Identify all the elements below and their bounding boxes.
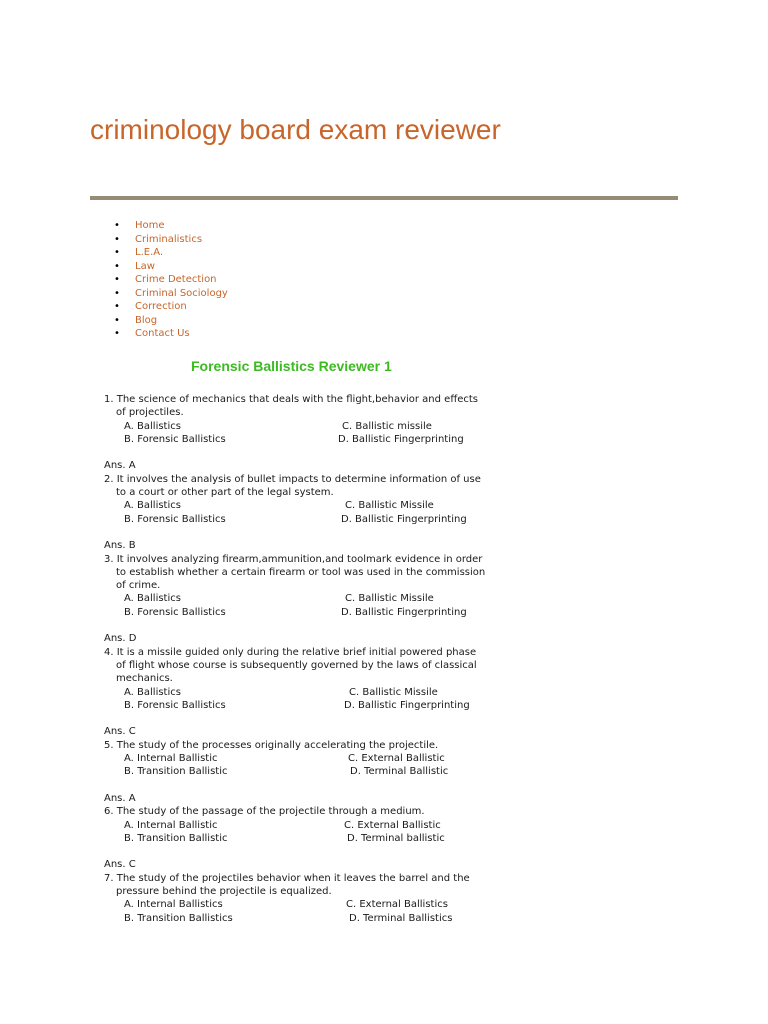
nav-link-home[interactable]: Home bbox=[135, 220, 165, 231]
option-b: B. Forensic Ballistics bbox=[124, 513, 226, 525]
answer: Ans. C bbox=[104, 859, 136, 871]
option-row bbox=[104, 592, 484, 605]
option-c: C. External Ballistic bbox=[344, 819, 441, 831]
question-text: of flight whose course is subsequently governed by the laws of classical bbox=[116, 659, 477, 671]
option-row bbox=[104, 765, 484, 778]
question-text: of projectiles. bbox=[116, 407, 184, 419]
question-text: of crime. bbox=[116, 580, 161, 592]
question-text: 6. The study of the passage of the projectile through a medium. bbox=[104, 806, 425, 818]
option-a: A. Ballistics bbox=[124, 686, 181, 698]
answer: Ans. C bbox=[104, 726, 136, 738]
answer: Ans. B bbox=[104, 540, 136, 552]
option-a: A. Ballistics bbox=[124, 500, 181, 512]
nav-item-crime-detection bbox=[114, 273, 228, 287]
option-d: D. Terminal Ballistics bbox=[349, 912, 453, 924]
post-body bbox=[104, 393, 484, 925]
option-c: C. Ballistic Missile bbox=[349, 686, 438, 698]
nav-item-criminal-sociology bbox=[114, 287, 228, 301]
option-d: D. Ballistic Fingerprinting bbox=[341, 513, 467, 525]
option-a: A. Internal Ballistic bbox=[124, 819, 218, 831]
nav-link-contact-us[interactable]: Contact Us bbox=[135, 328, 190, 339]
question-text: 7. The study of the projectiles behavior when it leaves the barrel and the bbox=[104, 872, 470, 884]
site-title[interactable]: criminology board exam reviewer bbox=[90, 114, 501, 145]
option-row bbox=[104, 513, 484, 526]
header-divider bbox=[90, 196, 678, 200]
nav-link-blog[interactable]: Blog bbox=[135, 314, 158, 326]
question-text: pressure behind the projectile is equalized. bbox=[116, 885, 332, 897]
question-text: to a court or other part of the legal system. bbox=[116, 487, 334, 499]
option-row bbox=[104, 819, 484, 832]
option-b: B. Transition Ballistics bbox=[124, 912, 233, 924]
option-c: C. Ballistic Missile bbox=[345, 593, 434, 605]
nav-item-blog bbox=[114, 314, 228, 328]
nav-link-lea[interactable]: L.E.A. bbox=[135, 247, 164, 258]
option-a: A. Internal Ballistics bbox=[124, 899, 223, 911]
question-text: 4. It is a missile guided only during the relative brief initial powered phase bbox=[104, 646, 477, 658]
option-b: B. Transition Ballistic bbox=[124, 766, 228, 778]
bullet-icon: • bbox=[114, 247, 120, 258]
nav-item-contact-us bbox=[114, 327, 228, 341]
option-b: B. Forensic Ballistics bbox=[124, 699, 226, 711]
nav-link-correction[interactable]: Correction bbox=[135, 301, 187, 312]
option-row bbox=[104, 752, 484, 765]
option-row bbox=[104, 499, 484, 512]
main-nav bbox=[114, 219, 228, 341]
question-text: 1. The science of mechanics that deals with the flight,behavior and effects bbox=[104, 394, 478, 405]
option-row bbox=[104, 606, 484, 619]
option-row bbox=[104, 686, 484, 699]
nav-item-correction bbox=[114, 300, 228, 314]
option-a: A. Ballistics bbox=[124, 593, 181, 605]
bullet-icon: • bbox=[114, 233, 120, 245]
nav-item-lea bbox=[114, 246, 228, 260]
bullet-icon: • bbox=[114, 220, 120, 231]
question-text: 3. It involves analyzing firearm,ammunition,and toolmark evidence in order bbox=[104, 553, 483, 565]
option-a: A. Ballistics bbox=[124, 420, 181, 432]
bullet-icon: • bbox=[114, 274, 120, 285]
question-text: mechanics. bbox=[116, 673, 173, 685]
question-text: 5. The study of the processes originally accelerating the projectile. bbox=[104, 739, 439, 751]
option-row bbox=[104, 898, 484, 911]
option-b: B. Forensic Ballistics bbox=[124, 606, 226, 618]
nav-link-criminal-sociology[interactable]: Criminal Sociology bbox=[135, 287, 228, 299]
option-row bbox=[104, 699, 484, 712]
option-row bbox=[104, 832, 484, 845]
option-row bbox=[104, 912, 484, 925]
option-d: D. Terminal ballistic bbox=[347, 832, 445, 844]
nav-item-home bbox=[114, 219, 228, 233]
option-row bbox=[104, 433, 484, 446]
option-a: A. Internal Ballistic bbox=[124, 753, 218, 765]
answer: Ans. A bbox=[104, 460, 136, 472]
option-d: D. Ballistic Fingerprinting bbox=[338, 433, 464, 445]
question-text: to establish whether a certain firearm or tool was used in the commission bbox=[116, 566, 486, 578]
option-d: D. Ballistic Fingerprinting bbox=[341, 606, 467, 618]
bullet-icon: • bbox=[114, 287, 120, 299]
option-c: C. External Ballistics bbox=[346, 899, 448, 911]
option-d: D. Terminal Ballistic bbox=[350, 766, 449, 778]
nav-link-crime-detection[interactable]: Crime Detection bbox=[135, 274, 217, 285]
option-c: C. Ballistic Missile bbox=[345, 500, 434, 512]
bullet-icon: • bbox=[114, 301, 120, 312]
option-c: C. External Ballistic bbox=[348, 753, 445, 765]
answer: Ans. D bbox=[104, 633, 137, 645]
bullet-icon: • bbox=[114, 328, 120, 339]
post-title: Forensic Ballistics Reviewer 1 bbox=[191, 358, 392, 374]
nav-link-law[interactable]: Law bbox=[135, 260, 155, 272]
bullet-icon: • bbox=[114, 260, 120, 272]
option-b: B. Forensic Ballistics bbox=[124, 433, 226, 445]
option-c: C. Ballistic missile bbox=[342, 420, 432, 432]
bullet-icon: • bbox=[114, 314, 120, 326]
answer: Ans. A bbox=[104, 792, 136, 804]
nav-item-law bbox=[114, 260, 228, 274]
nav-link-criminalistics[interactable]: Criminalistics bbox=[135, 233, 203, 245]
nav-item-criminalistics bbox=[114, 233, 228, 247]
option-row bbox=[104, 420, 484, 433]
option-d: D. Ballistic Fingerprinting bbox=[344, 699, 470, 711]
option-b: B. Transition Ballistic bbox=[124, 832, 228, 844]
question-text: 2. It involves the analysis of bullet impacts to determine information of use bbox=[104, 473, 481, 485]
